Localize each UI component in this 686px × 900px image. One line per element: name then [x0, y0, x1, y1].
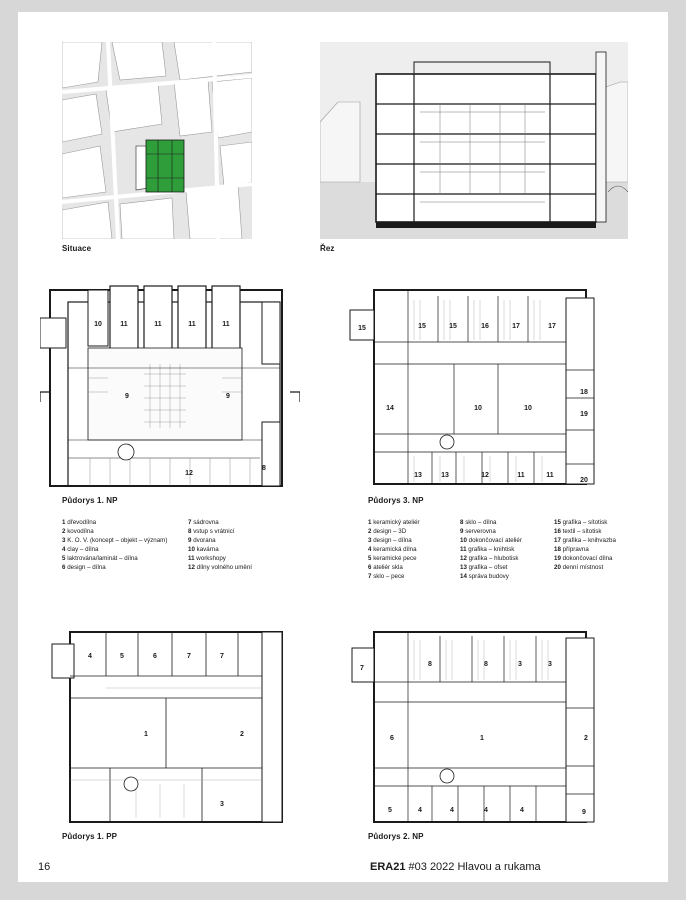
caption-plan-1pp: Půdorys 1. PP: [62, 832, 118, 841]
legend-item: [554, 554, 616, 563]
legend-number: 17: [554, 537, 561, 544]
room-label: 13: [441, 472, 449, 479]
legend-number: 12: [188, 564, 195, 571]
room-label: 6: [153, 653, 157, 660]
legend-text: dílny volného umění: [196, 564, 253, 571]
legend-text: clay – dílna: [67, 546, 99, 553]
legend-item: [554, 527, 616, 536]
legend-number: 18: [554, 546, 561, 553]
site-plan-drawing: [62, 42, 252, 239]
legend-item: [368, 545, 420, 554]
room-label: 12: [185, 470, 193, 477]
room-label: 20: [580, 477, 588, 484]
legend-number: 7: [188, 519, 192, 526]
legend-item: [460, 572, 522, 581]
room-label: 1: [144, 731, 148, 738]
room-label: 7: [220, 653, 224, 660]
legend-item: [554, 518, 616, 527]
legend-number: 10: [460, 537, 467, 544]
legend-number: 9: [460, 528, 464, 535]
room-label: 4: [88, 653, 92, 660]
legend-item: [62, 545, 167, 554]
caption-plan-3np: Půdorys 3. NP: [368, 496, 424, 505]
legend-text: design – 3D: [373, 528, 407, 535]
legend-number: 4: [62, 546, 66, 553]
legend-item: [368, 554, 420, 563]
room-label: 7: [187, 653, 191, 660]
legend-number: 14: [460, 573, 467, 580]
room-label: 11: [222, 321, 230, 328]
legend-item: [188, 545, 252, 554]
room-label: 4: [418, 807, 422, 814]
room-label: 11: [120, 321, 128, 328]
legend-number: 2: [62, 528, 66, 535]
room-label: 17: [512, 323, 520, 330]
legend-text: grafika – hlubotisk: [468, 555, 519, 562]
plan-3np: [348, 284, 608, 490]
room-label: 9: [125, 393, 129, 400]
legend-number: 20: [554, 564, 561, 571]
room-label: 11: [154, 321, 162, 328]
legend-text: denní místnost: [562, 564, 604, 571]
legend-text: ateliér skla: [373, 564, 403, 571]
room-label: 8: [428, 661, 432, 668]
legend-item: [368, 572, 420, 581]
legend-column-4: [460, 518, 522, 581]
room-label: 4: [450, 807, 454, 814]
page-number: 16: [38, 861, 51, 873]
legend-item: [62, 563, 167, 572]
legend-item: [460, 563, 522, 572]
legend-text: design – dílna: [373, 537, 412, 544]
legend-text: kavárna: [196, 546, 219, 553]
room-label: 6: [390, 735, 394, 742]
legend-text: správa budovy: [468, 573, 509, 580]
room-label: 4: [520, 807, 524, 814]
room-label: 9: [226, 393, 230, 400]
footer-publication: [370, 861, 541, 873]
room-label: 3: [220, 801, 224, 808]
room-label: 5: [388, 807, 392, 814]
room-label: 18: [580, 389, 588, 396]
legend-text: K. O. V. (koncept – objekt – význam): [67, 537, 168, 544]
site-highlight: [146, 140, 184, 192]
legend-number: 4: [368, 546, 372, 553]
legend-item: [368, 518, 420, 527]
legend-column-5: [554, 518, 616, 572]
room-label: 7: [360, 665, 364, 672]
legend-text: textil – sítotisk: [562, 528, 602, 535]
legend-number: 8: [188, 528, 192, 535]
legend-text: grafika – knihvazba: [562, 537, 616, 544]
legend-item: [368, 527, 420, 536]
room-label: 9: [582, 809, 586, 816]
legend-item: [460, 545, 522, 554]
room-label: 10: [94, 321, 102, 328]
plan-1pp: [40, 618, 300, 828]
legend-item: [554, 536, 616, 545]
room-label: 12: [481, 472, 489, 479]
legend-text: dřevodílna: [67, 519, 97, 526]
room-label: 11: [517, 472, 525, 479]
section-drawing: [320, 42, 628, 239]
room-label: 16: [481, 323, 489, 330]
room-label: 5: [120, 653, 124, 660]
room-label: 15: [418, 323, 426, 330]
legend-item: [188, 536, 252, 545]
room-label: 3: [518, 661, 522, 668]
legend-number: 8: [460, 519, 464, 526]
legend-text: dokončovací dílna: [562, 555, 613, 562]
legend-item: [188, 518, 252, 527]
legend-text: laktrována/laminát – dílna: [67, 555, 138, 562]
legend-item: [62, 518, 167, 527]
legend-item: [62, 536, 167, 545]
caption-rez: Řez: [320, 244, 335, 253]
legend-text: sádrovna: [193, 519, 219, 526]
room-label: 19: [580, 411, 588, 418]
room-label: 15: [449, 323, 457, 330]
legend-number: 10: [188, 546, 195, 553]
legend-text: keramické pece: [373, 555, 417, 562]
room-label: 14: [386, 405, 394, 412]
legend-number: 16: [554, 528, 561, 535]
legend-item: [460, 527, 522, 536]
room-label: 2: [240, 731, 244, 738]
legend-text: vstup s vrátnicí: [193, 528, 235, 535]
legend-item: [554, 563, 616, 572]
legend-text: kovodílna: [67, 528, 94, 535]
legend-number: 6: [62, 564, 66, 571]
legend-text: sklo – dílna: [465, 519, 497, 526]
legend-text: sklo – pece: [373, 573, 405, 580]
legend-item: [460, 536, 522, 545]
legend-number: 5: [62, 555, 66, 562]
room-label: 15: [358, 325, 366, 332]
room-label: 8: [484, 661, 488, 668]
legend-item: [368, 536, 420, 545]
legend-number: 3: [368, 537, 372, 544]
legend-number: 2: [368, 528, 372, 535]
legend-number: 12: [460, 555, 467, 562]
legend-text: dokončovací ateliér: [468, 537, 522, 544]
legend-number: 13: [460, 564, 467, 571]
legend-number: 5: [368, 555, 372, 562]
legend-column-3: [368, 518, 420, 581]
legend-item: [62, 554, 167, 563]
room-label: 13: [414, 472, 422, 479]
legend-text: grafika – knihtisk: [468, 546, 515, 553]
room-label: 4: [484, 807, 488, 814]
legend-number: 15: [554, 519, 561, 526]
legend-number: 11: [188, 555, 195, 562]
footer-brand: ERA21: [370, 861, 406, 873]
legend-item: [460, 518, 522, 527]
legend-number: 7: [368, 573, 372, 580]
legend-text: přípravna: [562, 546, 589, 553]
legend-text: keramická dílna: [373, 546, 417, 553]
magazine-page: [18, 12, 668, 882]
legend-column-2: [188, 518, 252, 572]
legend-text: design – dílna: [67, 564, 106, 571]
legend-item: [62, 527, 167, 536]
room-label: 17: [548, 323, 556, 330]
legend-text: serverovna: [465, 528, 496, 535]
footer-issue: #03 2022 Hlavou a rukama: [408, 861, 541, 873]
caption-plan-1np: Půdorys 1. NP: [62, 496, 118, 505]
legend-item: [188, 554, 252, 563]
site-plan: [62, 42, 252, 239]
legend-text: dvorana: [193, 537, 216, 544]
room-label: 3: [548, 661, 552, 668]
legend-number: 19: [554, 555, 561, 562]
legend-number: 1: [368, 519, 372, 526]
legend-number: 9: [188, 537, 192, 544]
legend-text: grafika – ofset: [468, 564, 508, 571]
room-label: 1: [480, 735, 484, 742]
room-label: 11: [546, 472, 554, 479]
caption-plan-2np: Půdorys 2. NP: [368, 832, 424, 841]
legend-column-1: [62, 518, 167, 572]
legend-item: [368, 563, 420, 572]
legend-number: 1: [62, 519, 66, 526]
room-label: 2: [584, 735, 588, 742]
room-label: 10: [474, 405, 482, 412]
legend-text: grafika – sítotisk: [562, 519, 608, 526]
room-label: 10: [524, 405, 532, 412]
legend-text: workshopy: [196, 555, 226, 562]
plan-2np: [348, 618, 608, 828]
plan-1np: [40, 282, 300, 492]
legend-number: 3: [62, 537, 66, 544]
legend-item: [460, 554, 522, 563]
legend-number: 11: [460, 546, 467, 553]
legend-item: [188, 527, 252, 536]
legend-item: [188, 563, 252, 572]
legend-text: keramický ateliér: [373, 519, 420, 526]
room-label: 11: [188, 321, 196, 328]
legend-number: 6: [368, 564, 372, 571]
legend-item: [554, 545, 616, 554]
caption-situace: Situace: [62, 244, 92, 253]
room-label: 8: [262, 465, 266, 472]
